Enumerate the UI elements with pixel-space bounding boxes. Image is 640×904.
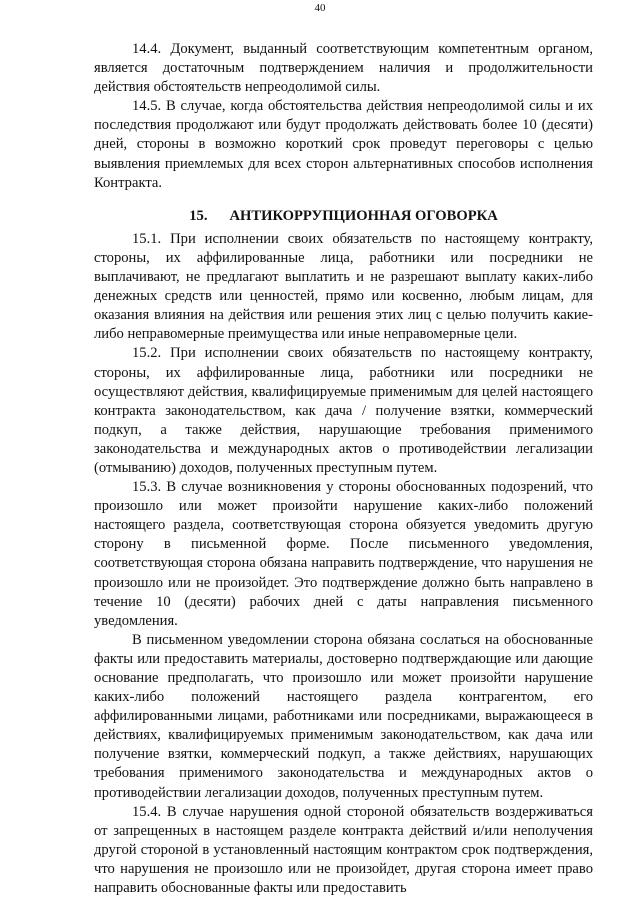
section-heading — [94, 207, 593, 226]
paragraph-14-5: 14.5. В случае, когда обстоятельства действия непреодолимой силы и их последствия продолжают или будут продолжать действовать более 10 (десяти) дней, стороны в возможно короткий срок проведут переговоры с целью выявления приемлемых для всех сторон альтернативных способов исполнения Контракта. — [94, 98, 593, 191]
section-title: АНТИКОРРУПЦИОННАЯ ОГОВОРКА — [229, 207, 498, 224]
paragraph-14-4: 14.4. Документ, выданный соответствующим компетентным органом, является достаточным подтверждением наличия и продолжительности действия обстоятельств непреодолимой силы. — [94, 41, 593, 96]
document-body — [94, 40, 593, 898]
section-number: 15. — [189, 207, 208, 224]
paragraph-15-1: 15.1. При исполнении своих обязательств по настоящему контракту, стороны, их аффилированные лица, работники или посредники не выплачивают, не предлагают выплатить и не разрешают выплату каких-либо денежных средств или ценностей, прямо или косвенно, любым лицам, для оказания влияния на действия или решения этих лиц с целью получить какие-либо неправомерные преимущества или иные неправомерные цели. — [94, 230, 593, 343]
paragraph-15-3: 15.3. В случае возникновения у стороны обоснованных подозрений, что произошло или может произойти нарушение каких-либо положений настоящего раздела, соответствующая сторона обязуется уведомить другую сторону в письменной форме. После письменного уведомления, соответствующая сторона обязана направить подтверждение, что нарушения не произошло или не произойдет. Это подтверждение должно быть направлено в течение 10 (десяти) рабочих дней с даты направления письменного уведомления. — [94, 479, 593, 629]
paragraph-15-3-notice: В письменном уведомлении сторона обязана сослаться на обоснованные факты или предоставить материалы, достоверно подтверждающие или дающие основание предполагать, что произошло или может произойти нарушение каких-либо положений настоящего раздела контрагентом, его аффилированными лицами, работниками или посредниками, выражающееся в действиях, квалифицируемых применимым законодательством, как дача или получение взятки, коммерческий подкуп, а также действиях, нарушающих требования применимого законодательства и международных актов о противодействии легализации доходов, полученных преступным путем. — [94, 631, 593, 801]
paragraph-15-4: 15.4. В случае нарушения одной стороной обязательств воздерживаться от запрещенных в настоящем разделе контракта действий и/или неполучения другой стороной в установленный настоящим контрактом срок подтверждения, что нарушения не произошло или не произойдет, другая сторона имеет право направить обоснованные факты или предоставить — [94, 803, 593, 897]
page-number: 40 — [314, 2, 326, 14]
paragraph-15-2: 15.2. При исполнении своих обязательств по настоящему контракту, стороны, их аффилированные лица, работники или посредники не осуществляют действия, квалифицируемые применимым для целей настоящего контракта законодательством, как дача / получение взятки, коммерческий подкуп, а также действия, нарушающие требования применимого законодательства и международных актов о противодействии легализации (отмыванию) доходов, полученных преступным путем. — [94, 345, 593, 476]
